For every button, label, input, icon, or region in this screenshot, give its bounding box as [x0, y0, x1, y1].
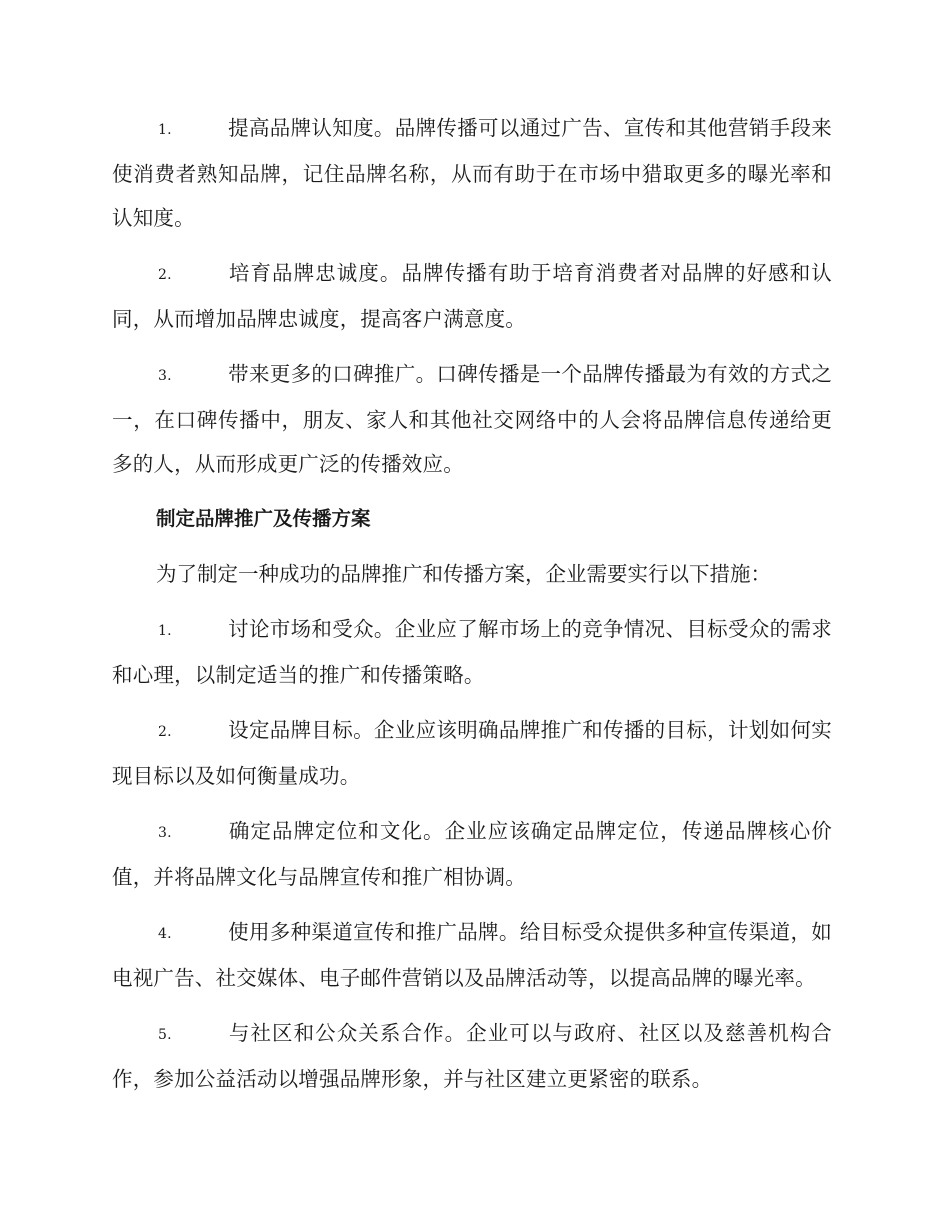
list-item — [112, 809, 832, 899]
list-number: 3. — [158, 825, 172, 841]
list-text: 提高品牌认知度。品牌传播可以通过广告、宣传和其他营销手段来使消费者熟知品牌，记住品牌名称，从而有助于在市场中猎取更多的曝光率和认知度。 — [112, 116, 832, 230]
list-number: 1. — [158, 623, 172, 639]
intro-paragraph: 为了制定一种成功的品牌推广和传播方案，企业需要实行以下措施： — [156, 562, 771, 586]
list-text: 培育品牌忠诚度。品牌传播有助于培育消费者对品牌的好感和认同，从而增加品牌忠诚度，提高客户满意度。 — [112, 261, 832, 331]
list-number: 2. — [158, 267, 172, 283]
list-item — [112, 106, 832, 240]
list-number: 3. — [158, 368, 172, 384]
list-number: 2. — [158, 724, 172, 740]
list-number: 4. — [158, 926, 172, 942]
list-item — [112, 1011, 832, 1101]
list-item — [112, 352, 832, 486]
list-item — [112, 708, 832, 798]
list-item — [112, 910, 832, 1000]
list-text: 带来更多的口碑推广。口碑传播是一个品牌传播最为有效的方式之一，在口碑传播中，朋友、家人和其他社交网络中的人会将品牌信息传递给更多的人，从而形成更广泛的传播效应。 — [112, 362, 832, 476]
list-text: 确定品牌定位和文化。企业应该确定品牌定位，传递品牌核心价值，并将品牌文化与品牌宣传和推广相协调。 — [112, 819, 832, 889]
list-text: 与社区和公众关系合作。企业可以与政府、社区以及慈善机构合作，参加公益活动以增强品牌形象，并与社区建立更紧密的联系。 — [112, 1021, 832, 1091]
document-page — [112, 106, 832, 1112]
list-text: 设定品牌目标。企业应该明确品牌推广和传播的目标，计划如何实现目标以及如何衡量成功。 — [112, 718, 832, 788]
list-number: 1. — [158, 122, 172, 138]
list-item — [112, 251, 832, 341]
list-text: 讨论市场和受众。企业应了解市场上的竞争情况、目标受众的需求和心理，以制定适当的推广和传播策略。 — [112, 617, 832, 687]
list-text: 使用多种渠道宣传和推广品牌。给目标受众提供多种宣传渠道，如电视广告、社交媒体、电子邮件营销以及品牌活动等，以提高品牌的曝光率。 — [112, 920, 832, 990]
section-heading: 制定品牌推广及传播方案 — [156, 507, 371, 530]
list-item — [112, 607, 832, 697]
list-number: 5. — [158, 1027, 172, 1043]
